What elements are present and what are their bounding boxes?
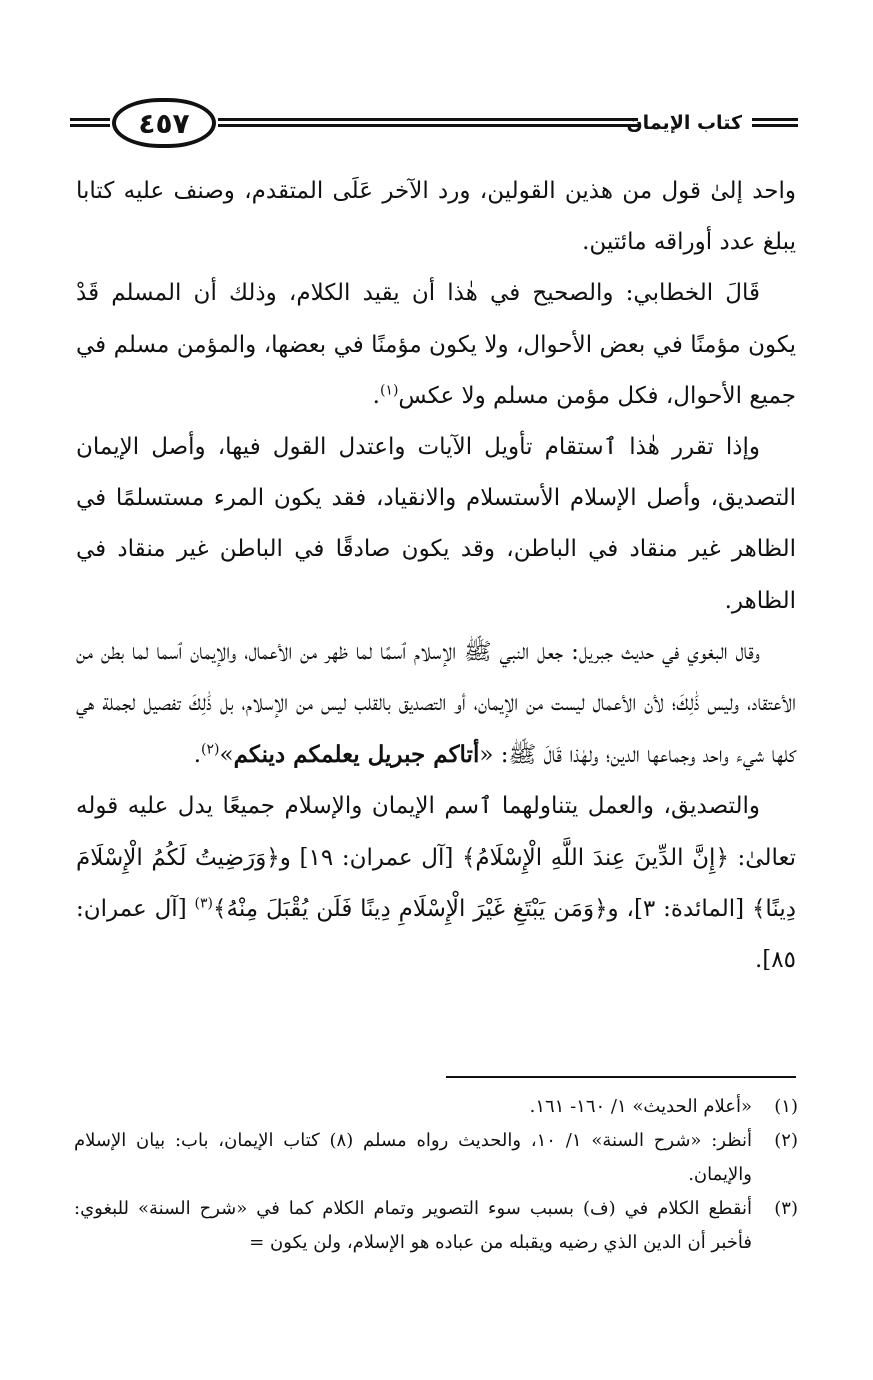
hadith-quote: أتاكم جبريل يعلمكم دينكم xyxy=(233,741,480,769)
paragraph-3-text: وإذا تقرر هٰذا ٱستقام تأويل الآيات واعتدل القول فيها، وأصل الإيمان التصديق، وأصل الإسلام الأستسلام والانقياد، فقد يكون المرء مستسلمًا في الظاهر غير منقاد في الباطن، وقد يكون صادقًا في الباطن غير منقاد في الظاهر. xyxy=(76,434,796,614)
paragraph-5-end: [آل عمران: ٨٥]. xyxy=(76,895,796,974)
footnote-3-text: أنقطع الكلام في (ف) بسبب سوء التصوير وتمام الكلام كما في «شرح السنة» للبغوي: فأخبر أن الدين الذي رضيه ويقبله من عباده هو الإسلام، ولن يكون = xyxy=(74,1198,752,1253)
footnote-ref-1: (١) xyxy=(379,382,399,399)
paragraph-3 xyxy=(76,422,796,627)
paragraph-2 xyxy=(76,268,796,422)
header-rule-middle xyxy=(218,118,638,127)
footnotes xyxy=(74,1090,798,1260)
paragraph-5-text: والتصديق، والعمل يتناولهما ٱسم الإيمان والإسلام جميعًا يدل عليه قوله تعالىٰ: ﴿إِنَّ الدِّينَ عِندَ اللَّهِ الْإِسْلَامُ﴾ [آل عمران: ١٩] و﴿وَرَضِيتُ لَكُمُ الْإِسْلَامَ دِينًا﴾ [المائدة: ٣]، و﴿وَمَن يَبْتَغِ غَيْرَ الْإِسْلَامِ دِينًا فَلَن يُقْبَلَ مِنْهُ﴾ xyxy=(76,793,797,922)
header-rule-right xyxy=(752,118,798,127)
main-text xyxy=(76,166,796,986)
footnote-2 xyxy=(74,1124,798,1192)
paragraph-5 xyxy=(76,781,796,986)
paragraph-2-end: . xyxy=(372,382,380,409)
footnote-1 xyxy=(74,1090,798,1124)
footnote-2-number: (٢) xyxy=(774,1130,798,1151)
footnote-1-text: «أعلام الحديث» ١/ ١٦٠- ١٦١. xyxy=(529,1096,752,1117)
footnote-2-text: أنظر: «شرح السنة» ١/ ١٠، والحديث رواه مسلم (٨) كتاب الإيمان، باب: بيان الإسلام والإيمان. xyxy=(74,1130,752,1185)
footnote-3-number: (٣) xyxy=(774,1198,798,1219)
footnote-ref-3: (٣) xyxy=(194,895,214,912)
paragraph-4-text: وقال البغوي في حديث جبريل: جعل النبي ﷺ الإسلام ٱسمًا لما ظهر من الأعمال، والإيمان ٱسما لما بطن من الأعتقاد، وليس ذَٰلِكَ؛ لأن الأعمال ليست من الإيمان، أو التصديق بالقلب ليس من الإسلام، بل ذَٰلِكَ تفصيل لجملة هي كلها شيء واحد وجماعها الدين؛ ولهٰذا قَالَ ﷺ: « xyxy=(76,638,797,769)
footnote-ref-2: (٢) xyxy=(201,741,220,758)
paragraph-1 xyxy=(76,166,796,268)
page-number-text: ٤٥٧ xyxy=(138,106,190,140)
paragraph-4 xyxy=(76,627,796,782)
footnote-3 xyxy=(74,1192,798,1260)
footnote-1-number: (١) xyxy=(774,1096,798,1117)
paragraph-2-text: قَالَ الخطابي: والصحيح في هٰذا أن يقيد الكلام، وذلك أن المسلم قَدْ يكون مؤمنًا في بعض الأحوال، ولا يكون مؤمنًا في بعضها، والمؤمن مسلم في جميع الأحوال، فكل مؤمن مسلم ولا عكس xyxy=(76,280,796,409)
footnote-divider xyxy=(446,1076,796,1078)
paragraph-4-end: . xyxy=(193,742,202,769)
paragraph-1-text: واحد إلىٰ قول من هذين القولين، ورد الآخر عَلَى المتقدم، وصنف عليه كتابا يبلغ عدد أوراقه مائتين. xyxy=(76,178,796,256)
page-header xyxy=(70,92,798,158)
quote-close: » xyxy=(219,742,234,769)
page-number xyxy=(112,98,216,148)
running-title: كتاب الإيمان xyxy=(626,112,742,134)
header-rule-left xyxy=(70,118,110,127)
